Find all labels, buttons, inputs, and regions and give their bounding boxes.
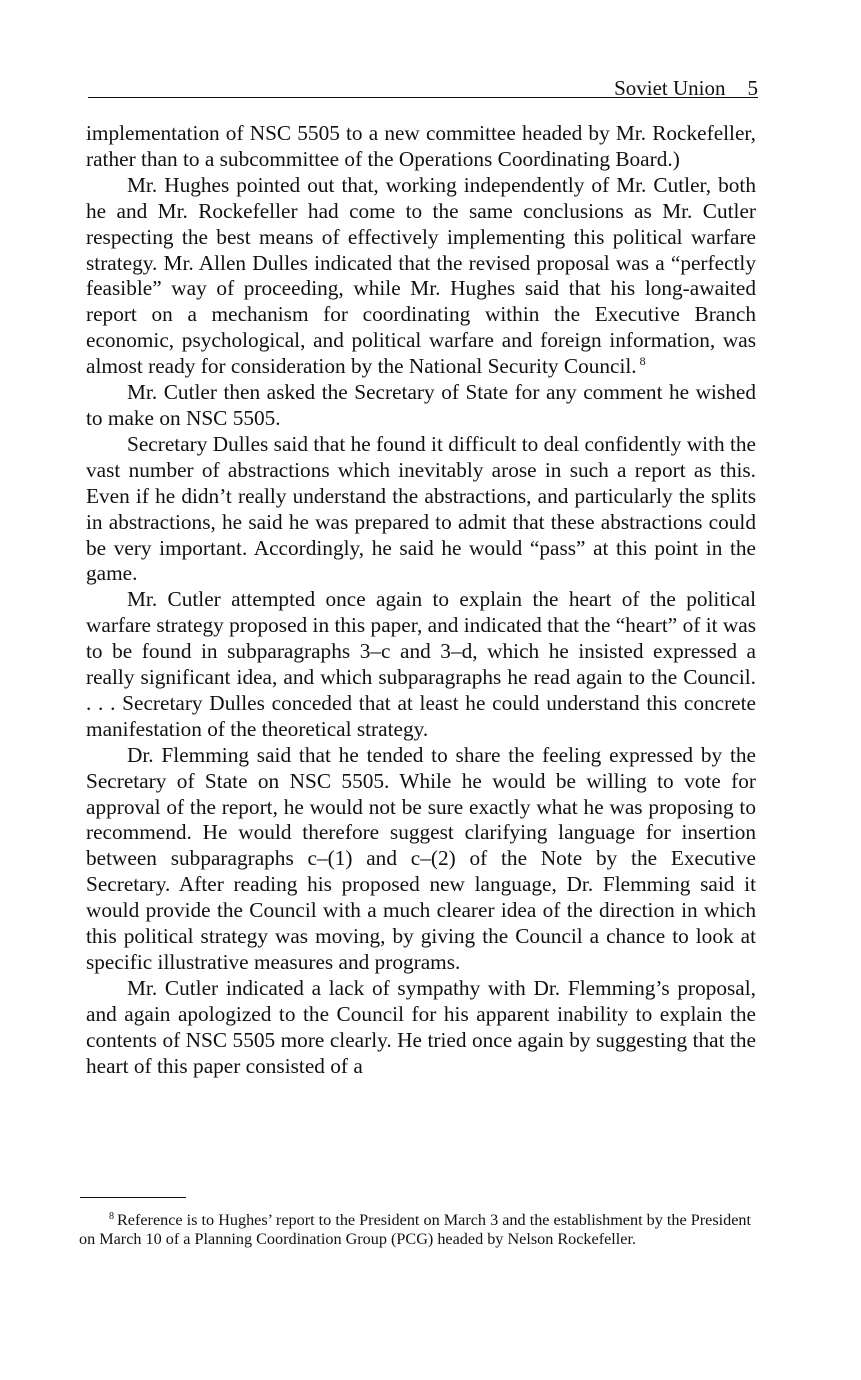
paragraph: implementation of NSC 5505 to a new committee headed by Mr. Rockefeller, rather than to a subcommittee of the Operations Coordinating Board.) [86,121,756,171]
page-number: 5 [747,76,758,100]
paragraph [86,173,756,380]
footnote [79,1211,751,1248]
paragraph: Mr. Cutler attempted once again to explain the heart of the political warfare strategy proposed in this paper, and indicated that the “heart” of it was to be found in subparagraphs 3–c and 3–d, which he insisted expressed a really significant idea, and which subparagraphs he read again to the Council. . . . Secretary Dulles conceded that at least he could understand this concrete manifestation of the theoretical strategy. [86,587,756,741]
paragraph: Mr. Cutler then asked the Secretary of State for any comment he wished to make on NSC 5505. [86,380,756,430]
footnote-reference: 8 [639,354,646,369]
paragraph-text: Mr. Hughes pointed out that, working independently of Mr. Cutler, both he and Mr. Rockefeller had come to the same conclusions as Mr. Cutler respecting the best means of effectively implementing this political warfare strategy. Mr. Allen Dulles indicated that the revised proposal was a “perfectly feasible” way of proceeding, while Mr. Hughes said that his long-awaited report on a mechanism for coordinating within the Executive Branch economic, psychological, and political warfare and foreign information, was almost ready for consideration by the National Security Council. [86,172,756,379]
footnote-marker: 8 [109,1211,114,1222]
footnote-rule [80,1197,186,1198]
paragraph: Mr. Cutler indicated a lack of sympathy with Dr. Flemming’s proposal, and again apologized to the Council for his apparent inability to explain the contents of NSC 5505 more clearly. He tried once again by suggesting that the heart of this paper consisted of a [86,975,756,1078]
footnote-text: Reference is to Hughes’ report to the President on March 3 and the establishment by the President on March 10 of a Planning Coordination Group (PCG) headed by Nelson Rockefeller. [79,1211,751,1248]
running-title: Soviet Union [614,76,726,100]
paragraph: Secretary Dulles said that he found it difficult to deal confidently with the vast number of abstractions which inevitably arose in such a report as this. Even if he didn’t really understand the abstractions, and particularly the splits in abstractions, he said he was prepared to admit that these abstractions could be very important. Accordingly, he said he would “pass” at this point in the game. [86,431,756,586]
header-rule [88,97,758,98]
body-text [86,121,756,1080]
paragraph: Dr. Flemming said that he tended to share the feeling expressed by the Secretary of State on NSC 5505. While he would be willing to vote for approval of the report, he would not be sure exactly what he was proposing to recommend. He would therefore suggest clarifying language for insertion between subparagraphs c–(1) and c–(2) of the Note by the Executive Secretary. After reading his proposed new language, Dr. Flemming said it would provide the Council with a much clearer idea of the direction in which this political strategy was moving, by giving the Council a chance to look at specific illustrative measures and programs. [86,742,756,974]
